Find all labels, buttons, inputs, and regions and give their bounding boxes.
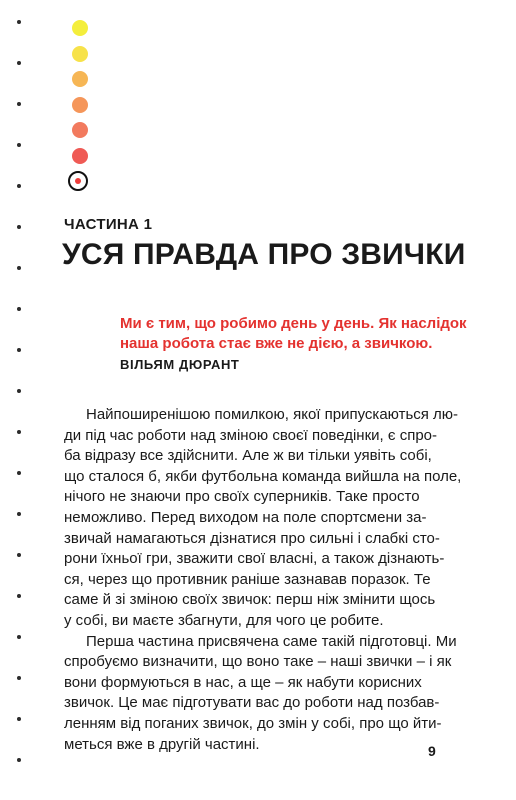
binder-dot xyxy=(17,635,21,639)
text-line: ленням від поганих звичок, до змін у собі, про що йти- xyxy=(64,714,442,732)
paragraph xyxy=(64,405,462,632)
binder-dots xyxy=(0,0,30,800)
body-text xyxy=(64,405,462,755)
page-number: 9 xyxy=(428,743,436,759)
progress-dot xyxy=(72,148,88,164)
text-line: Найпоширенішою помилкою, якої припускаються лю- xyxy=(86,406,459,423)
progress-dot xyxy=(72,71,88,87)
binder-dot xyxy=(17,676,21,680)
paragraph xyxy=(64,632,457,756)
progress-dot xyxy=(72,97,88,113)
text-line: меться вже в другій частині. xyxy=(64,735,260,753)
epigraph-line: наша робота стає вже не дією, а звичкою. xyxy=(120,335,433,352)
text-line: саме й зі зміною своїх звичок: перш ніж змінити щось xyxy=(64,591,436,609)
text-line: вони формуються в нас, а ще – як набути корисних xyxy=(64,673,422,691)
binder-dot xyxy=(17,553,21,557)
epigraph-line: Ми є тим, що робимо день у день. Як наслідок xyxy=(120,315,467,332)
text-line: ба відразу все здійснити. Але ж ви тільки уявіть собі, xyxy=(64,447,432,465)
binder-dot xyxy=(17,348,21,352)
epigraph-author: ВІЛЬЯМ ДЮРАНТ xyxy=(120,357,240,372)
text-line: ди під час роботи над зміною своєї поведінки, є спро- xyxy=(64,426,437,444)
binder-dot xyxy=(17,594,21,598)
text-line: неможливо. Перед виходом на поле спортсмени за- xyxy=(64,508,427,526)
progress-dot xyxy=(72,122,88,138)
binder-dot xyxy=(17,143,21,147)
binder-dot xyxy=(17,430,21,434)
binder-dot xyxy=(17,102,21,106)
binder-dot xyxy=(17,20,21,24)
text-line: спробуємо визначити, що воно таке – наші звички – і як xyxy=(64,653,452,671)
text-line: рони їхньої гри, зважити свої власні, а також дізнають- xyxy=(64,550,445,568)
text-line: нічого не знаючи про своїх суперників. Таке просто xyxy=(64,488,420,506)
part-label: ЧАСТИНА 1 xyxy=(64,216,153,233)
epigraph-quote xyxy=(120,314,467,354)
text-line: звичок. Це має підготувати вас до роботи над позбав- xyxy=(64,694,440,712)
binder-dot xyxy=(17,61,21,65)
progress-dot xyxy=(72,46,88,62)
text-line: у собі, ви маєте збагнути, для чого це робите. xyxy=(64,611,384,629)
progress-dot xyxy=(72,20,88,36)
binder-dot xyxy=(17,307,21,311)
text-line: звичай намагаються дізнатися про сильні і слабкі сто- xyxy=(64,529,440,547)
binder-dot xyxy=(17,512,21,516)
binder-dot xyxy=(17,184,21,188)
text-line: Перша частина присвячена саме такій підготовці. Ми xyxy=(86,632,457,650)
binder-dot xyxy=(17,471,21,475)
text-line: що сталося б, якби футбольна команда вийшла на поле, xyxy=(64,467,462,485)
progress-dot-current xyxy=(68,171,88,191)
text-line: ся, через що противник раніше зазнавав поразок. Те xyxy=(64,570,431,588)
binder-dot xyxy=(17,266,21,270)
binder-dot xyxy=(17,758,21,762)
binder-dot xyxy=(17,717,21,721)
binder-dot xyxy=(17,225,21,229)
chapter-title: УСЯ ПРАВДА ПРО ЗВИЧКИ xyxy=(62,238,466,271)
binder-dot xyxy=(17,389,21,393)
